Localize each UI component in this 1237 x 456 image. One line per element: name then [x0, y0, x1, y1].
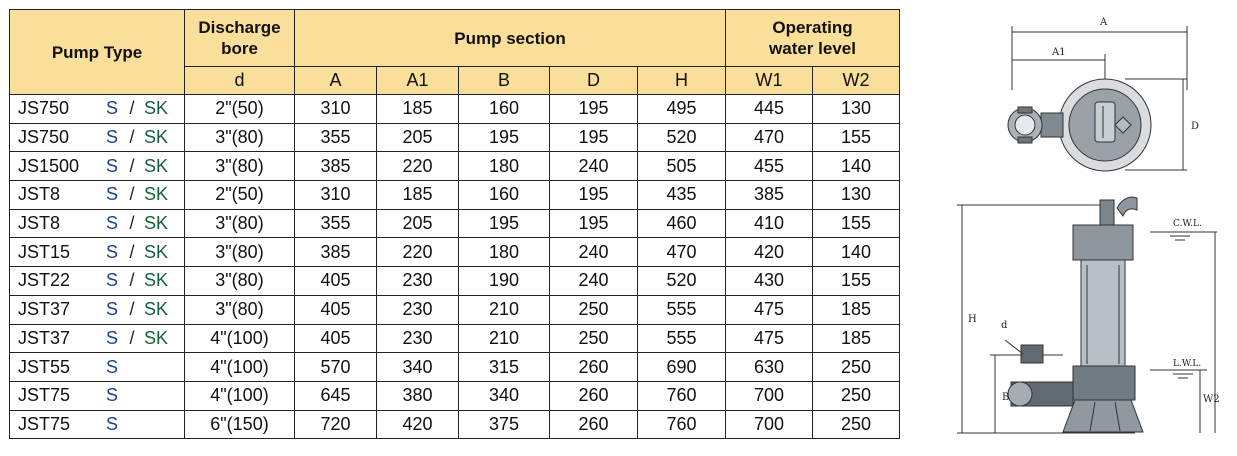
- cell-pump-type: [10, 267, 185, 296]
- cell-b: 160: [459, 95, 550, 124]
- cell-pump-type: [10, 209, 185, 238]
- cell-d: 2"(50): [185, 95, 295, 124]
- pump-model: JST8: [18, 213, 61, 234]
- table-row: [10, 152, 900, 181]
- cell-d: 3"(80): [185, 295, 295, 324]
- pump-sk: SK: [144, 270, 169, 291]
- pump-dimension-diagram: [945, 10, 1230, 446]
- cell-d: 3"(80): [185, 267, 295, 296]
- cell-h: 760: [638, 381, 726, 410]
- label-a1: A1: [1052, 47, 1066, 58]
- header-pump-section: Pump section: [295, 10, 726, 67]
- pump-sk: SK: [144, 155, 169, 176]
- cell-d: 4"(100): [185, 324, 295, 353]
- cell-a1: 220: [377, 238, 459, 267]
- cell-a: 355: [295, 123, 377, 152]
- cell-w2: 250: [813, 381, 900, 410]
- subheader-b: B: [459, 67, 550, 95]
- pump-model: JS750: [18, 127, 70, 148]
- cell-a: 405: [295, 267, 377, 296]
- cell-pump-type: [10, 95, 185, 124]
- pump-spec-table: [9, 9, 900, 439]
- cell-a1: 205: [377, 209, 459, 238]
- cell-a1: 220: [377, 152, 459, 181]
- table-row: [10, 95, 900, 124]
- cell-b: 340: [459, 381, 550, 410]
- cell-w1: 445: [726, 95, 813, 124]
- cell-a: 355: [295, 209, 377, 238]
- cell-b: 195: [459, 209, 550, 238]
- pump-model: JST37: [18, 299, 71, 320]
- cell-pump-type: [10, 381, 185, 410]
- table-row: [10, 295, 900, 324]
- label-cwl: C.W.L.: [1173, 219, 1202, 229]
- cell-a: 405: [295, 295, 377, 324]
- pump-s: S: [105, 385, 118, 406]
- cell-d: 2"(50): [185, 181, 295, 210]
- pump-model: JS1500: [18, 155, 80, 176]
- cell-pump-type: [10, 324, 185, 353]
- label-d-top: D: [1191, 121, 1200, 132]
- cell-pump-type: [10, 238, 185, 267]
- pump-model: JS750: [18, 98, 70, 119]
- cell-b: 375: [459, 410, 550, 439]
- table-row: [10, 267, 900, 296]
- pump-sep: /: [129, 184, 135, 205]
- cell-pump-type: [10, 123, 185, 152]
- pump-sep: /: [129, 213, 135, 234]
- cell-pump-type: [10, 353, 185, 382]
- cell-a: 720: [295, 410, 377, 439]
- pump-sep: /: [129, 155, 135, 176]
- cell-a: 570: [295, 353, 377, 382]
- header-pump-type: Pump Type: [10, 10, 185, 95]
- cell-pump-type: [10, 152, 185, 181]
- cell-d: 260: [550, 381, 638, 410]
- label-h: H: [968, 314, 977, 325]
- cell-a1: 185: [377, 95, 459, 124]
- cell-a: 645: [295, 381, 377, 410]
- cell-w1: 470: [726, 123, 813, 152]
- cell-d: 3"(80): [185, 238, 295, 267]
- cell-w1: 700: [726, 410, 813, 439]
- top-view-drawing: [1008, 26, 1187, 171]
- pump-sk: SK: [144, 98, 169, 119]
- cell-d: 240: [550, 267, 638, 296]
- pump-model: JST75: [18, 413, 71, 434]
- cell-d: 4"(100): [185, 381, 295, 410]
- cell-d: 260: [550, 353, 638, 382]
- cell-h: 460: [638, 209, 726, 238]
- label-w2: W2: [1203, 394, 1220, 405]
- cell-d: 3"(80): [185, 123, 295, 152]
- cell-w2: 140: [813, 238, 900, 267]
- cell-w1: 700: [726, 381, 813, 410]
- cell-a1: 340: [377, 353, 459, 382]
- cell-pump-type: [10, 181, 185, 210]
- pump-s: S: [105, 413, 118, 434]
- header-operating-water-level: Operating water level: [726, 10, 900, 67]
- cell-a1: 380: [377, 381, 459, 410]
- cell-h: 470: [638, 238, 726, 267]
- cell-a1: 185: [377, 181, 459, 210]
- cell-h: 520: [638, 123, 726, 152]
- cell-w2: 250: [813, 353, 900, 382]
- subheader-w2: W2: [813, 67, 900, 95]
- table-body: [10, 95, 900, 439]
- pump-model: JST15: [18, 241, 71, 262]
- pump-sep: /: [129, 270, 135, 291]
- cell-d: 240: [550, 238, 638, 267]
- pump-sk: SK: [144, 327, 169, 348]
- cell-b: 180: [459, 238, 550, 267]
- cell-d: 195: [550, 95, 638, 124]
- label-b: B: [1002, 392, 1010, 403]
- pump-sk: SK: [144, 299, 169, 320]
- cell-d: 250: [550, 324, 638, 353]
- cell-a1: 230: [377, 324, 459, 353]
- cell-h: 555: [638, 324, 726, 353]
- cell-b: 210: [459, 295, 550, 324]
- cell-w1: 630: [726, 353, 813, 382]
- pump-sep: /: [129, 299, 135, 320]
- label-a: A: [1100, 17, 1108, 28]
- subheader-d: d: [185, 67, 295, 95]
- cell-pump-type: [10, 295, 185, 324]
- cell-h: 435: [638, 181, 726, 210]
- cell-a1: 420: [377, 410, 459, 439]
- cell-h: 555: [638, 295, 726, 324]
- cell-d: 3"(80): [185, 152, 295, 181]
- pump-sep: /: [129, 98, 135, 119]
- cell-pump-type: [10, 410, 185, 439]
- cell-w1: 475: [726, 324, 813, 353]
- cell-d: 260: [550, 410, 638, 439]
- cell-b: 190: [459, 267, 550, 296]
- pump-s: S: [105, 98, 118, 119]
- pump-sep: /: [129, 241, 135, 262]
- pump-model: JST37: [18, 327, 71, 348]
- cell-b: 315: [459, 353, 550, 382]
- table-row: [10, 123, 900, 152]
- subheader-a: A: [295, 67, 377, 95]
- cell-w2: 155: [813, 209, 900, 238]
- cell-h: 690: [638, 353, 726, 382]
- cell-d: 195: [550, 209, 638, 238]
- cell-d: 6"(150): [185, 410, 295, 439]
- pump-sep: /: [129, 327, 135, 348]
- cell-h: 760: [638, 410, 726, 439]
- cell-b: 210: [459, 324, 550, 353]
- cell-w1: 455: [726, 152, 813, 181]
- table-row: [10, 181, 900, 210]
- pump-s: S: [105, 270, 118, 291]
- cell-w1: 475: [726, 295, 813, 324]
- pump-sk: SK: [144, 241, 169, 262]
- table-row: [10, 353, 900, 382]
- pump-s: S: [105, 327, 118, 348]
- cell-a1: 205: [377, 123, 459, 152]
- cell-d: 4"(100): [185, 353, 295, 382]
- label-d: d: [1001, 320, 1008, 331]
- cell-d: 195: [550, 123, 638, 152]
- table-row: [10, 209, 900, 238]
- pump-model: JST22: [18, 270, 71, 291]
- cell-w2: 130: [813, 95, 900, 124]
- cell-d: 195: [550, 181, 638, 210]
- cell-d: 3"(80): [185, 209, 295, 238]
- cell-a: 310: [295, 95, 377, 124]
- subheader-h: H: [638, 67, 726, 95]
- cell-w2: 155: [813, 123, 900, 152]
- pump-s: S: [105, 155, 118, 176]
- subheader-a1: A1: [377, 67, 459, 95]
- pump-sep: /: [129, 127, 135, 148]
- cell-w2: 250: [813, 410, 900, 439]
- pump-sk: SK: [144, 213, 169, 234]
- cell-a: 405: [295, 324, 377, 353]
- pump-s: S: [105, 127, 118, 148]
- table-row: [10, 381, 900, 410]
- cell-w1: 385: [726, 181, 813, 210]
- header-discharge-bore: Discharge bore: [185, 10, 295, 67]
- cell-w1: 410: [726, 209, 813, 238]
- cell-a: 385: [295, 152, 377, 181]
- cell-a: 310: [295, 181, 377, 210]
- cell-w2: 140: [813, 152, 900, 181]
- table-row: [10, 410, 900, 439]
- cell-a1: 230: [377, 295, 459, 324]
- pump-model: JST75: [18, 385, 71, 406]
- cell-h: 495: [638, 95, 726, 124]
- label-lwl: L.W.L.: [1173, 359, 1202, 369]
- pump-s: S: [105, 241, 118, 262]
- cell-w2: 185: [813, 324, 900, 353]
- cell-d: 250: [550, 295, 638, 324]
- pump-s: S: [105, 213, 118, 234]
- cell-h: 520: [638, 267, 726, 296]
- cell-w1: 420: [726, 238, 813, 267]
- cell-a1: 230: [377, 267, 459, 296]
- subheader-d-dim: D: [550, 67, 638, 95]
- cell-b: 195: [459, 123, 550, 152]
- pump-sk: SK: [144, 127, 169, 148]
- cell-w2: 155: [813, 267, 900, 296]
- side-view-drawing: [957, 197, 1217, 433]
- cell-d: 240: [550, 152, 638, 181]
- pump-s: S: [105, 299, 118, 320]
- cell-a: 385: [295, 238, 377, 267]
- pump-s: S: [105, 184, 118, 205]
- cell-b: 180: [459, 152, 550, 181]
- pump-model: JST8: [18, 184, 61, 205]
- cell-w2: 130: [813, 181, 900, 210]
- cell-h: 505: [638, 152, 726, 181]
- cell-w2: 185: [813, 295, 900, 324]
- pump-sk: SK: [144, 184, 169, 205]
- table-row: [10, 324, 900, 353]
- subheader-w1: W1: [726, 67, 813, 95]
- cell-w1: 430: [726, 267, 813, 296]
- pump-model: JST55: [18, 356, 71, 377]
- cell-b: 160: [459, 181, 550, 210]
- table-row: [10, 238, 900, 267]
- pump-s: S: [105, 356, 118, 377]
